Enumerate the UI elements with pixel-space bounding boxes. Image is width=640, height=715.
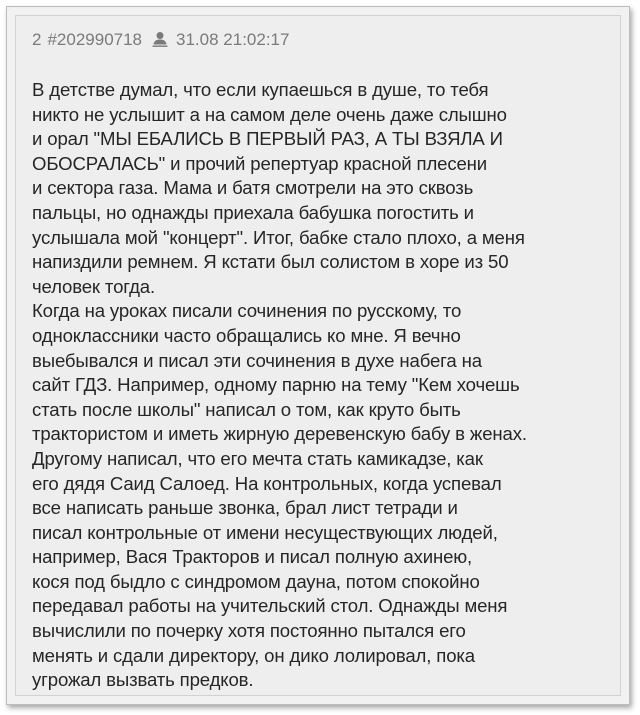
post-text-line: писал контрольные от имени несуществующих людей, (32, 521, 498, 543)
post-text-line: менять и сдали директору, он дико лолировал, пока (32, 644, 475, 666)
post-text-line: Другому написал, что его мечта стать камикадзе, как (32, 447, 483, 469)
post-id-link[interactable]: #202990718 (47, 30, 143, 49)
post-text-line: вычислили по почерку хотя постоянно пытался его (32, 620, 466, 642)
post-text-line: например, Вася Тракторов и писал полную ахинею, (32, 546, 473, 568)
post-text-line: выебывался и писал эти сочинения в духе набега на (32, 349, 482, 371)
post-text-line: и сектора газа. Мама и батя смотрели на это сквозь (32, 177, 474, 199)
post-header (32, 30, 289, 50)
post-text-line: кося под быдло с синдромом дауна, потом спокойно (32, 570, 480, 592)
post-datetime: 31.08 21:02:17 (176, 30, 290, 49)
post-text-line: трактористом и иметь жирную деревенскую бабу в женах. (32, 423, 527, 445)
post-text-line: стать после школы" написал о том, как круто быть (32, 398, 461, 420)
post-text-line: передавал работы на учительский стол. Однажды меня (32, 595, 508, 617)
post-text-line: и орал "МЫ ЕБАЛИСЬ В ПЕРВЫЙ РАЗ, А ТЫ ВЗЯЛА И (32, 128, 503, 150)
post-number: 2 (32, 30, 42, 49)
post-text-line: пальцы, но однажды приехала бабушка погостить и (32, 201, 474, 223)
post-text-line: все написать раньше звонка, брал лист тетради и (32, 497, 458, 519)
post (15, 15, 621, 696)
post-text-line: его дядя Саид Салоед. На контрольных, когда успевал (32, 472, 502, 494)
post-text-line: Когда на уроках писали сочинения по русскому, то (32, 300, 462, 322)
post-text-line: никто не услышит а на самом деле очень даже слышно (32, 103, 507, 125)
post-text-line: угрожал вызвать предков. (32, 669, 254, 691)
post-text-line: одноклассники часто обращались ко мне. Я вечно (32, 324, 461, 346)
post-text-line: напиздили ремнем. Я кстати был солистом в хоре из 50 (32, 251, 509, 273)
post-text-line: В детстве думал, что если купаешься в душе, то тебя (32, 79, 489, 100)
post-body (32, 78, 632, 693)
post-text-line: человек тогда. (32, 275, 155, 297)
post-text-line: сайт ГДЗ. Например, одному парню на тему "Кем хочешь (32, 374, 520, 396)
screenshot-frame (6, 6, 630, 705)
post-text-line: ОБОСРАЛАСЬ" и прочий репертуар красной плесени (32, 152, 488, 174)
user-icon (152, 31, 168, 47)
post-text-line: услышала мой "концерт". Итог, бабке стало плохо, а меня (32, 226, 525, 248)
